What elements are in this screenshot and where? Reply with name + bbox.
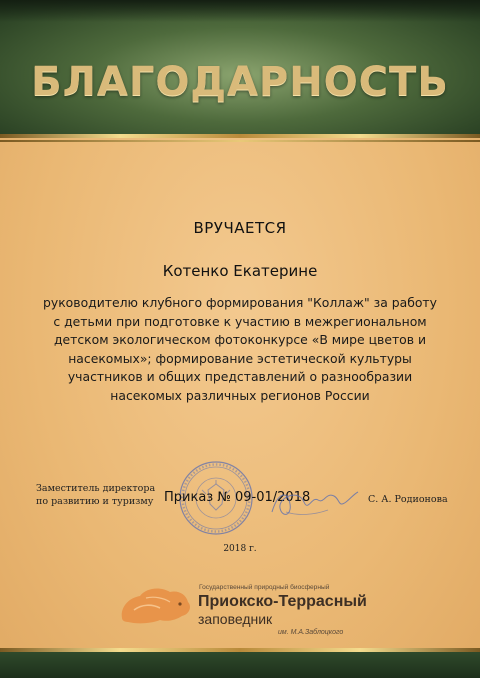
gold-divider-top-thin (0, 140, 480, 142)
reserve-logo-bison-icon (116, 584, 194, 626)
issue-year: 2018 г. (223, 544, 257, 554)
handwritten-signature-icon (268, 482, 360, 522)
order-number: Приказ № 09-01/2018 (164, 490, 311, 505)
recipient-name: Котенко Екатерине (162, 262, 318, 280)
certificate-title: БЛАГОДАРНОСТЬ (31, 59, 449, 105)
signer-name: С. А. Родионова (368, 494, 448, 505)
certificate-body: руководителю клубного формирования "Коллаж" за работу с детьми при подготовке к участию в межрегиональном детском экологическом фотоконкурсе «В мире цветов и насекомых»; формирование эстетической культуры участников и общих представлений о разнообразии насекомых различных регионов России (43, 295, 437, 403)
signer-position-line2: по развитию и туризму (36, 496, 154, 507)
reserve-name-suffix: заповедник (198, 611, 273, 627)
signer-position-line1: Заместитель директора (36, 483, 156, 494)
footer-band (0, 652, 480, 678)
awarded-label: ВРУЧАЕТСЯ (193, 219, 287, 237)
reserve-name: Приокско-Террасный (198, 593, 367, 610)
reserve-type-label: Государственный природный биосферный (199, 584, 330, 591)
reserve-named-after: им. М.А.Заблоцкого (278, 629, 344, 636)
gold-divider-top (0, 134, 480, 138)
signer-position (36, 482, 156, 508)
